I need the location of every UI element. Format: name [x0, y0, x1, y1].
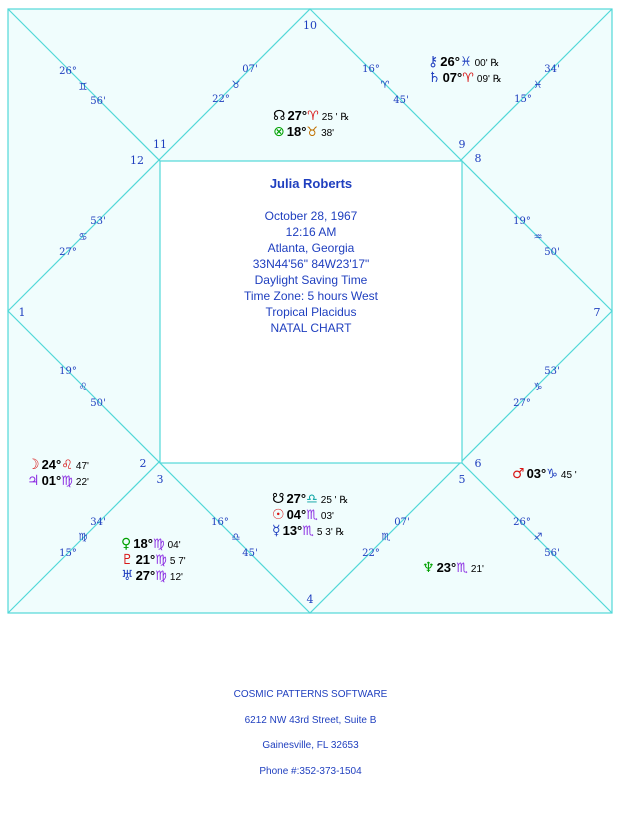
cusp-degree: 07': [242, 64, 258, 75]
footer: [0, 682, 621, 784]
planet-degree: 23°: [436, 560, 457, 575]
planet-sign-icon: ♈: [307, 109, 319, 124]
planet-degree: 01°: [41, 473, 62, 488]
pluto-icon: ♇: [121, 552, 134, 568]
house-number-7: 7: [593, 306, 601, 319]
chart-type: NATAL CHART: [270, 321, 352, 335]
cusp-degree: 16°: [362, 64, 380, 75]
planet-minutes: 04': [167, 540, 181, 551]
planet-degree: 03°: [526, 466, 547, 481]
neptune-icon: ♆: [422, 560, 435, 576]
planet-degree: 21°: [135, 552, 156, 567]
cusp-sign-icon: ♈: [380, 80, 390, 91]
planet-sign-icon: ♍: [152, 537, 165, 552]
node-icon: ☊: [273, 108, 286, 124]
mars-icon: ♂: [512, 466, 525, 482]
house-number-11: 11: [153, 138, 167, 151]
cusp-minutes: 27°: [59, 247, 77, 258]
house-number-1: 1: [18, 306, 26, 319]
cusp-degree: 34': [544, 64, 560, 75]
fortune-icon: ⊗: [273, 124, 285, 140]
house-number-8: 8: [474, 152, 482, 165]
cusp-degree: 07': [394, 517, 410, 528]
planet-degree: 04°: [286, 507, 307, 522]
planet-minutes: 09' ℞: [476, 74, 502, 85]
cusp-sign-icon: ♒: [533, 232, 543, 243]
planet-degree: 13°: [282, 523, 303, 538]
cusp-sign-icon: ♐: [533, 532, 543, 543]
cusp-degree: 34': [90, 517, 106, 528]
cusp-sign-icon: ♋: [78, 232, 88, 243]
house-number-12: 12: [130, 154, 144, 167]
house-number-9: 9: [458, 138, 466, 151]
planet-minutes: 47': [75, 461, 89, 472]
cusp-minutes: 50': [90, 398, 106, 409]
sun-icon: ☉: [272, 507, 285, 523]
cusp-degree: 53': [90, 216, 106, 227]
dst: Daylight Saving Time: [254, 273, 368, 287]
jupiter-icon: ♃: [27, 473, 40, 489]
company-name: COSMIC PATTERNS SOFTWARE: [233, 689, 388, 700]
house-number-3: 3: [156, 473, 164, 486]
planet-sign-icon: ♍: [61, 474, 73, 489]
cusp-minutes: 45': [242, 548, 258, 559]
planet-sign-icon: ♓: [459, 55, 472, 70]
chiron-icon: ⚷: [428, 54, 439, 70]
planet-sign-icon: ♍: [155, 553, 167, 568]
cusp-sign-icon: ♑: [533, 382, 543, 393]
cusp-sign-icon: ♏: [381, 532, 391, 543]
planet-minutes: 00' ℞: [474, 58, 500, 69]
cusp-minutes: 22°: [362, 548, 380, 559]
planet-minutes: 03': [320, 511, 334, 522]
birth-date: October 28, 1967: [264, 209, 358, 223]
saturn-icon: ♄: [428, 70, 441, 86]
planet-sign-icon: ♎: [306, 492, 318, 507]
planet-minutes: 38': [321, 128, 335, 139]
cusp-degree: 26°: [513, 517, 531, 528]
planet-minutes: 5 7': [169, 556, 186, 567]
moon-icon: ☽: [27, 457, 40, 473]
venus-icon: ♀: [121, 536, 132, 552]
cusp-degree: 53': [544, 366, 560, 377]
planet-minutes: 12': [169, 572, 183, 583]
cusp-minutes: 50': [544, 247, 560, 258]
cusp-minutes: 56': [544, 548, 560, 559]
planet-degree: 07°: [442, 70, 463, 85]
cusp-degree: 19°: [59, 366, 77, 377]
cusp-sign-icon: ♎: [231, 532, 241, 543]
planet-sign-icon: ♉: [306, 125, 319, 140]
planet-minutes: 22': [75, 477, 89, 488]
cusp-minutes: 15°: [59, 548, 77, 559]
cusp-minutes: 45': [393, 95, 409, 106]
planet-sign-icon: ♌: [61, 458, 73, 473]
mercury-icon: ☿: [272, 523, 281, 539]
house-system: Tropical Placidus: [265, 305, 357, 319]
cusp-sign-icon: ♌: [78, 382, 88, 393]
house-number-2: 2: [139, 457, 147, 470]
timezone: Time Zone: 5 hours West: [243, 289, 379, 303]
cusp-degree: 26°: [59, 66, 77, 77]
company-address: 6212 NW 43rd Street, Suite B: [244, 714, 377, 726]
cusp-minutes: 15°: [514, 94, 532, 105]
company-city: Gainesville, FL 32653: [262, 740, 359, 751]
cusp-sign-icon: ♍: [78, 532, 88, 543]
planet-minutes: 25 ' ℞: [320, 495, 349, 506]
house-number-5: 5: [458, 473, 466, 486]
company-phone: Phone #:352-373-1504: [259, 765, 362, 777]
planet-sign-icon: ♏: [302, 524, 314, 539]
house-number-6: 6: [474, 457, 482, 470]
uranus-icon: ♅: [121, 568, 134, 584]
planet-degree: 18°: [286, 124, 307, 139]
house-number-4: 4: [306, 593, 314, 606]
cusp-minutes: 22°: [212, 94, 230, 105]
planet-minutes: 21': [470, 564, 484, 575]
planet-degree: 27°: [135, 568, 156, 583]
cusp-degree: 19°: [513, 216, 531, 227]
planet-sign-icon: ♍: [155, 569, 167, 584]
cusp-sign-icon: ♊: [78, 82, 88, 93]
planet-sign-icon: ♑: [546, 467, 558, 482]
planet-degree: 27°: [286, 491, 307, 506]
cusp-sign-icon: ♓: [533, 80, 543, 91]
cusp-minutes: 56': [90, 96, 106, 107]
planet-sign-icon: ♏: [456, 561, 468, 576]
coordinates: 33N44'56" 84W23'17": [252, 257, 370, 271]
planet-degree: 27°: [287, 108, 308, 123]
birth-time: 12:16 AM: [285, 225, 337, 239]
cusp-degree: 16°: [211, 517, 229, 528]
planet-degree: 26°: [440, 54, 460, 69]
person-name: Julia Roberts: [269, 176, 353, 191]
birth-place: Atlanta, Georgia: [267, 241, 355, 255]
planet-minutes: 45 ': [560, 470, 577, 481]
snode-icon: ☋: [272, 491, 285, 507]
cusp-minutes: 27°: [513, 398, 531, 409]
house-number-10: 10: [303, 19, 317, 32]
planet-degree: 24°: [41, 457, 62, 472]
planet-sign-icon: ♈: [462, 71, 474, 86]
cusp-sign-icon: ♉: [231, 80, 241, 91]
planet-minutes: 5 3' ℞: [316, 527, 345, 538]
planet-minutes: 25 ' ℞: [321, 112, 350, 123]
planet-sign-icon: ♏: [306, 508, 318, 523]
planet-degree: 18°: [133, 536, 153, 551]
